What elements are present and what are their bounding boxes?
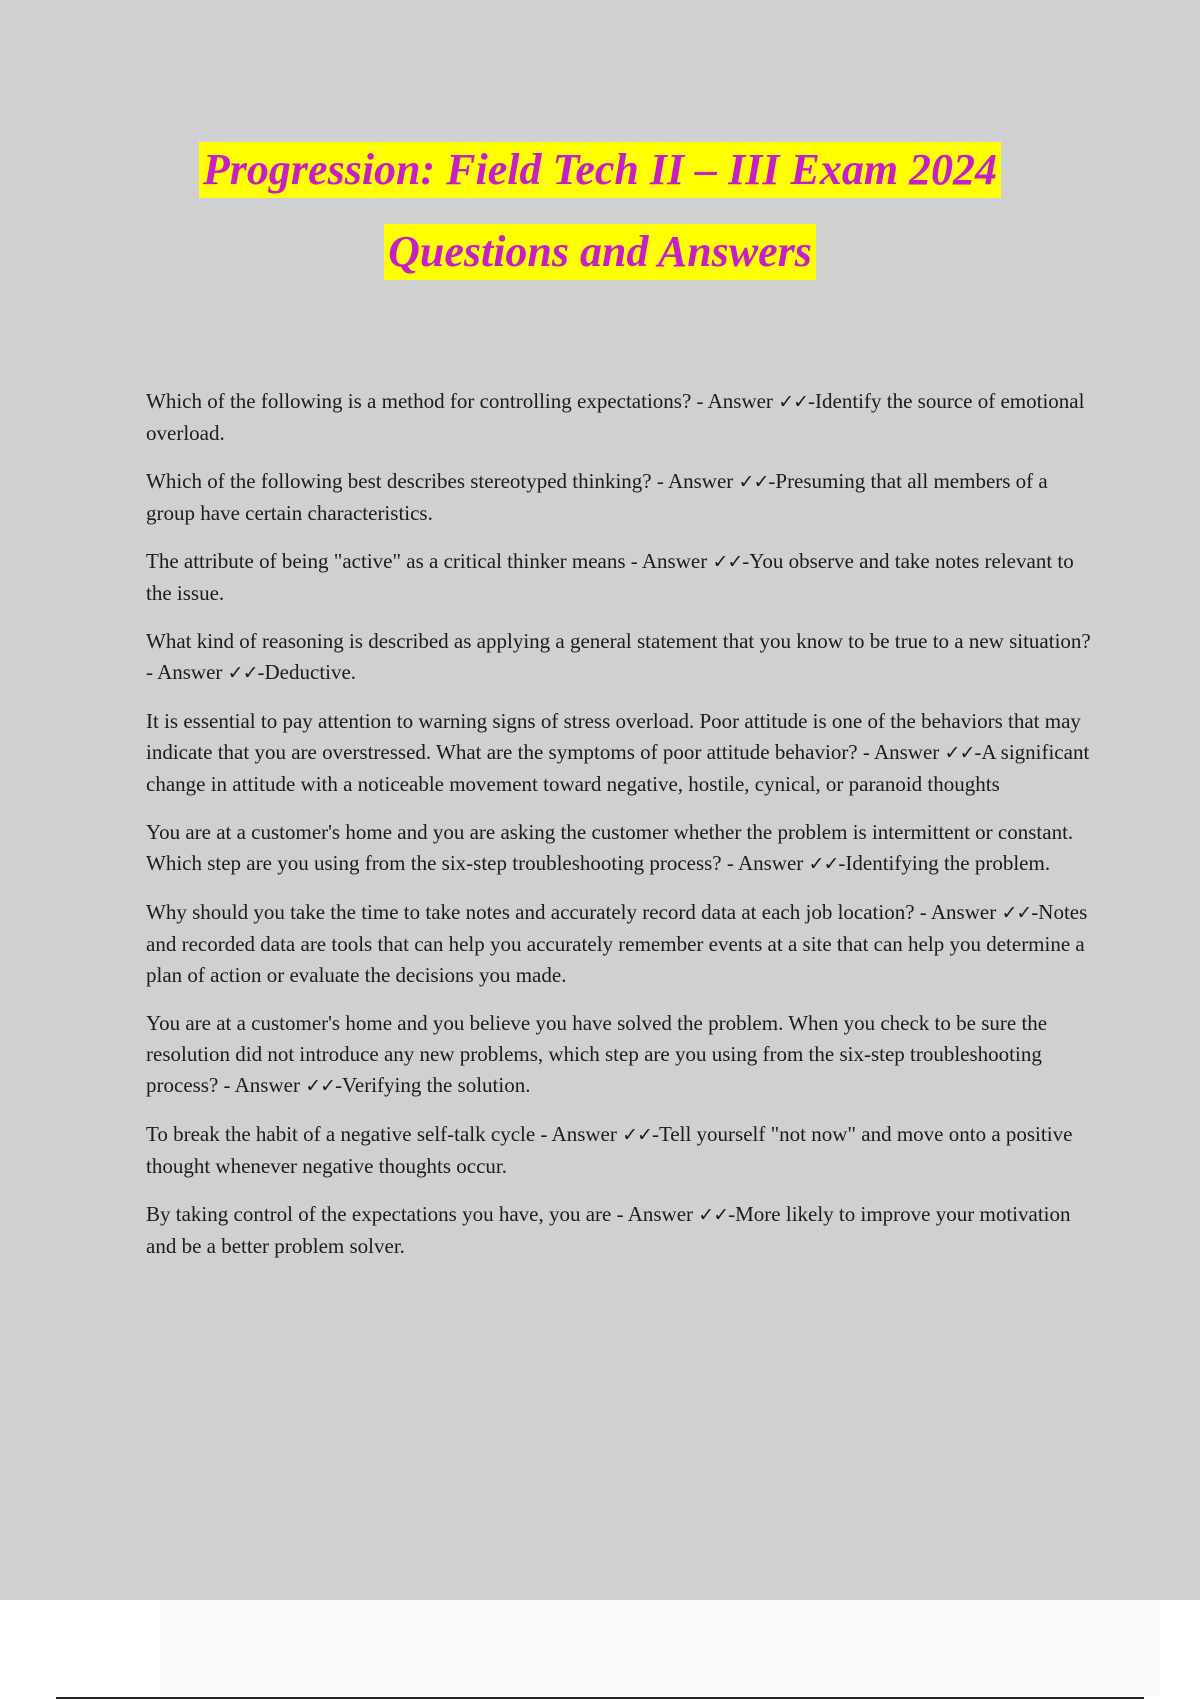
double-check-icon: ✓✓	[738, 471, 769, 493]
answer-text: -Tell yourself "not now" and move onto a positive thought whenever negative thoughts occur.	[146, 1122, 1073, 1178]
document-title	[0, 142, 1200, 280]
double-check-icon: ✓✓	[1001, 902, 1032, 924]
qa-item	[146, 817, 1092, 880]
qa-item	[146, 897, 1092, 991]
qa-item	[146, 466, 1092, 529]
double-check-icon: ✓✓	[622, 1124, 652, 1146]
answer-text: -Deductive.	[257, 660, 357, 684]
page-bottom-margin	[0, 1600, 1200, 1700]
double-check-icon: ✓✓	[778, 391, 809, 413]
question-text: The attribute of being "active" as a critical thinker means -	[146, 549, 642, 573]
answer-text: -Identifying the problem.	[838, 851, 1051, 875]
double-check-icon: ✓✓	[227, 662, 258, 684]
question-text: You are at a customer's home and you are asking the customer whether the problem is intermittent or constant. Which step are you using from the six-step troubleshooting process? -	[146, 820, 1074, 875]
question-text: By taking control of the expectations you have, you are -	[146, 1202, 628, 1226]
qa-item	[146, 546, 1092, 609]
qa-item	[146, 1199, 1092, 1262]
page-bottom-panel	[160, 1600, 1160, 1696]
answer-text: -Verifying the solution.	[335, 1073, 531, 1097]
double-check-icon: ✓✓	[944, 742, 975, 764]
question-text: What kind of reasoning is described as applying a general statement that you know to be true to a new situation? -	[146, 629, 1091, 684]
question-text: It is essential to pay attention to warning signs of stress overload. Poor attitude is one of the behaviors that may indicate that you are overstressed. What are the symptoms of poor attitude behavior? -	[146, 709, 1081, 764]
answer-label: Answer	[667, 469, 739, 493]
qa-list	[146, 386, 1092, 1279]
answer-label: Answer	[930, 900, 1002, 924]
answer-label: Answer	[873, 740, 945, 764]
question-text: Which of the following is a method for controlling expectations? -	[146, 389, 708, 413]
answer-text: -You observe and take notes relevant to the issue.	[146, 549, 1074, 605]
double-check-icon: ✓✓	[712, 551, 743, 573]
answer-label: Answer	[737, 851, 809, 875]
answer-label: Answer	[157, 660, 228, 684]
bottom-divider	[56, 1697, 1144, 1699]
answer-text: -Notes and recorded data are tools that can help you accurately remember events at a site that can help you determine a plan of action or evaluate the decisions you made.	[146, 900, 1088, 987]
answer-label: Answer	[641, 549, 713, 573]
qa-item	[146, 386, 1092, 449]
answer-label: Answer	[551, 1122, 623, 1146]
answer-text: -More likely to improve your motivation and be a better problem solver.	[146, 1202, 1071, 1258]
answer-text: -A significant change in attitude with a noticeable movement toward negative, hostile, cynical, or paranoid thoughts	[146, 740, 1090, 796]
answer-text: -Identify the source of emotional overload.	[146, 389, 1085, 445]
double-check-icon: ✓✓	[808, 853, 839, 875]
qa-item	[146, 706, 1092, 800]
answer-text: -Presuming that all members of a group have certain characteristics.	[146, 469, 1048, 525]
double-check-icon: ✓✓	[698, 1204, 729, 1226]
title-line-2: Questions and Answers	[384, 224, 816, 280]
qa-item	[146, 1119, 1092, 1182]
answer-label: Answer	[234, 1073, 306, 1097]
question-text: To break the habit of a negative self-talk cycle -	[146, 1122, 552, 1146]
question-text: Which of the following best describes stereotyped thinking? -	[146, 469, 668, 493]
qa-item	[146, 626, 1092, 689]
answer-label: Answer	[707, 389, 779, 413]
answer-label: Answer	[627, 1202, 699, 1226]
question-text: You are at a customer's home and you believe you have solved the problem. When you check to be sure the resolution did not introduce any new problems, which step are you using from the six-step troubleshooting process? -	[146, 1011, 1048, 1097]
question-text: Why should you take the time to take notes and accurately record data at each job location? -	[146, 900, 931, 924]
double-check-icon: ✓✓	[305, 1075, 336, 1097]
title-line-1: Progression: Field Tech II – III Exam 2024	[199, 142, 1001, 198]
qa-item	[146, 1008, 1092, 1102]
